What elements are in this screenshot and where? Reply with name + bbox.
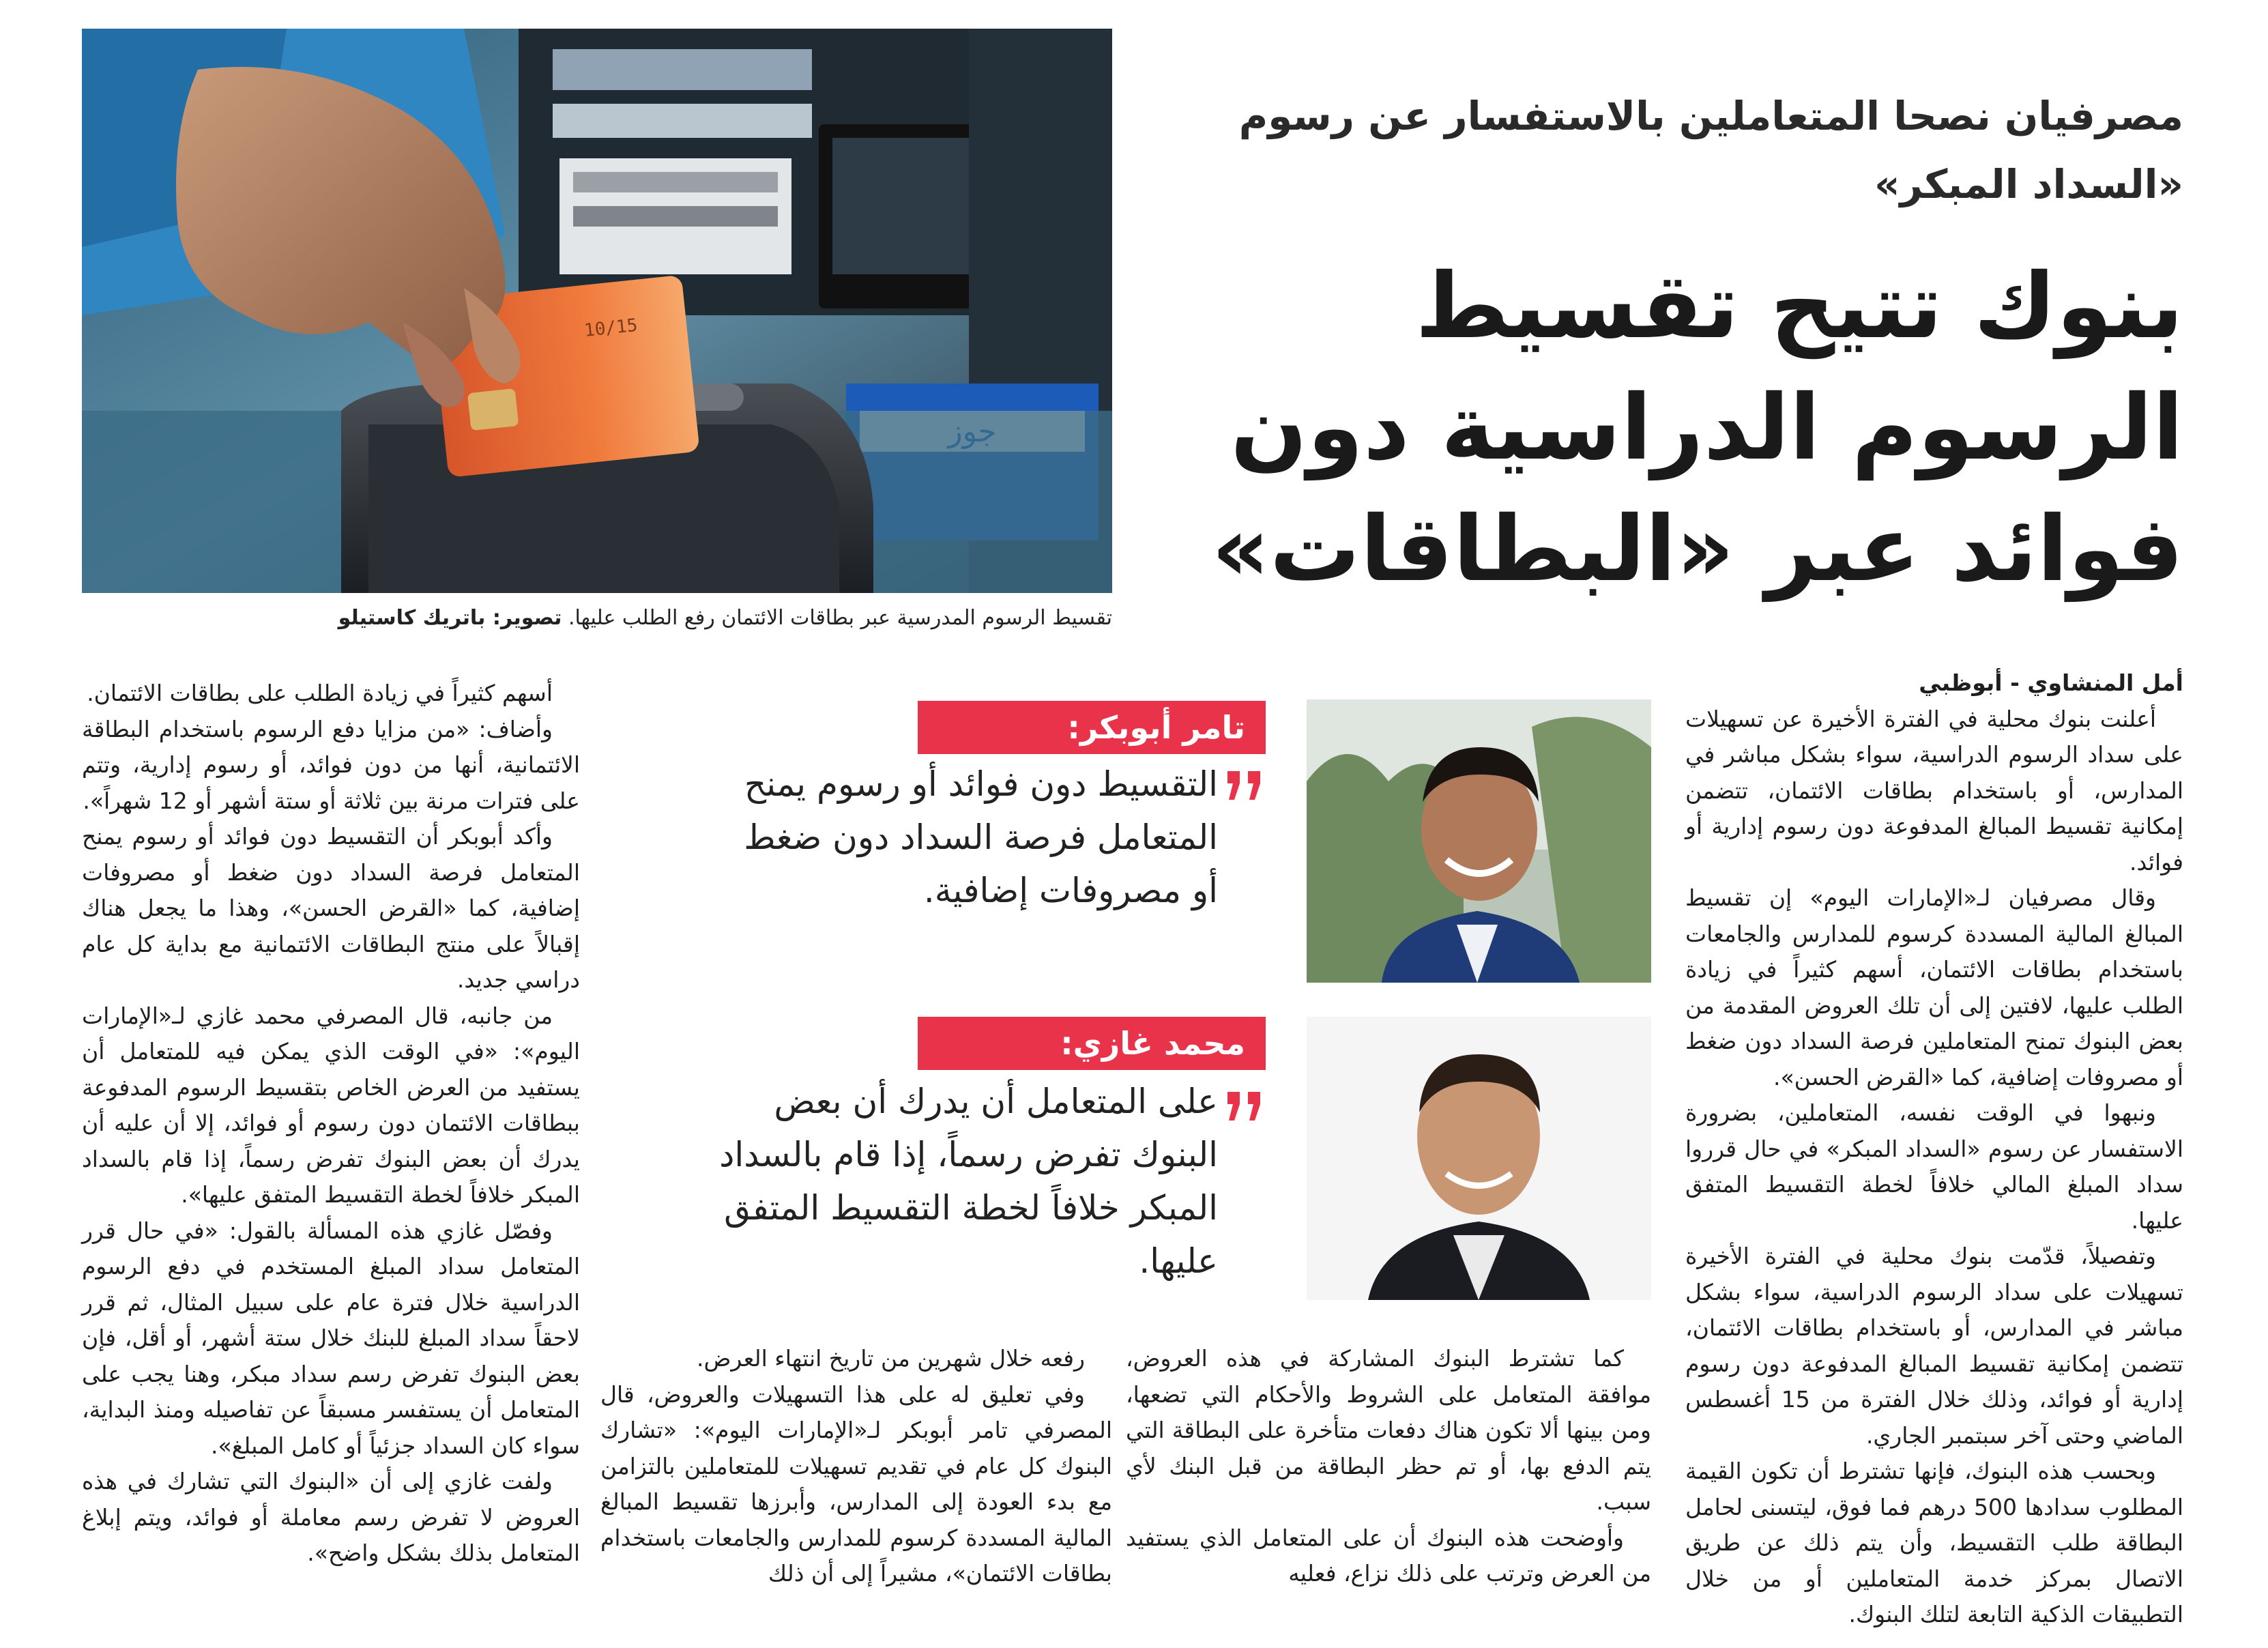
article-kicker: مصرفيان نصحا المتعاملين بالاستفسار عن رسوم «السداد المبكر» <box>1238 93 2183 207</box>
paragraph: وفصّل غازي هذه المسألة بالقول: «في حال قرر المتعامل سداد المبلغ المستخدم في دفع الرسوم الدراسية خلال فترة عام على سبيل المثال، ثم قرر لاحقاً سداد المبلغ للبنك خلال ستة أشهر، أو أقل، فإن بعض البنوك تفرض رسم سداد مبكر، وهنا يجب على المتعامل أن يستفسر مسبقاً عن تفاصيله ومنذ البداية، سواء كان السداد جزئياً أو كامل المبلغ». <box>82 1217 580 1459</box>
quote-speaker-ghazi: محمد غازي: <box>918 1017 1266 1070</box>
body-column-right <box>1685 665 2183 1633</box>
paragraph: أسهم كثيراً في زيادة الطلب على بطاقات الائتمان. <box>87 680 553 706</box>
paragraph: ونبهوا في الوقت نفسه، المتعاملين، بضرورة الاستفسار عن رسوم «السداد المبكر» في حال قرروا سداد المبلغ المالي خلافاً لخطة التقسيط المتفق عليها. <box>1685 1099 2183 1234</box>
photo-credit: تصوير: باتريك كاستيلو <box>338 606 562 630</box>
paragraph: من جانبه، قال المصرفي محمد غازي لـ«الإمارات اليوم»: «في الوقت الذي يمكن فيه للمتعامل أن يستفيد من العرض الخاص بتقسيط الرسوم المدفوعة ببطاقات الائتمان دون رسوم أو فوائد، إلا أن عليه أن يدرك أن بعض البنوك تفرض رسماً، إذا قام بالسداد المبكر خلافاً لخطة التقسيط المتفق عليها». <box>82 1002 580 1208</box>
paragraph: وتفصيلاً، قدّمت بنوك محلية في الفترة الأخيرة تسهيلات على سداد الرسوم الدراسية، سواء بشكل مباشر في المدارس، أو باستخدام بطاقات الائتمان، تتضمن إمكانية تقسيط المبالغ المدفوعة دون رسوم إدارية أو فوائد، وذلك خلال الفترة من 15 أغسطس الماضي وحتى آخر سبتمبر الجاري. <box>1685 1243 2183 1449</box>
body-column-mid-left <box>600 1341 1112 1592</box>
body-column-mid-right <box>1126 1341 1651 1592</box>
quote-text-tamer: التقسيط دون فوائد أو رسوم يمنح المتعامل فرصة السداد دون ضغط أو مصروفات إضافية. <box>744 764 1218 910</box>
quote-text-ghazi: على المتعامل أن يدرك أن بعض البنوك تفرض رسماً، إذا قام بالسداد المبكر خلافاً لخطة التقسيط المتفق عليها. <box>719 1082 1218 1281</box>
paragraph: أعلنت بنوك محلية في الفترة الأخيرة عن تسهيلات على سداد الرسوم الدراسية، سواء بشكل مباشر في المدارس، أو باستخدام بطاقات الائتمان، تتضمن إمكانية تقسيط المبالغ المدفوعة دون رسوم إدارية أو فوائد. <box>1685 705 2183 876</box>
paragraph: وأكد أبوبكر أن التقسيط دون فوائد أو رسوم يمنح المتعامل فرصة السداد دون ضغط أو مصروفات إضافية، كما «القرض الحسن»، وهذا ما يجعل هناك إقبالاً على منتج البطاقات الائتمانية مع بداية كل عام دراسي جديد. <box>82 823 580 993</box>
card-text: 10/15 <box>583 315 639 341</box>
quote-mark-icon <box>1225 766 1266 807</box>
article-headline: بنوك تتيح تقسيط الرسوم الدراسية دون فوائد عبر «البطاقات» <box>1211 254 2183 602</box>
paragraph: وأضاف: «من مزايا دفع الرسوم باستخدام البطاقة الائتمانية، أنها من دون فوائد، أو رسوم إدارية، وتتم على فترات مرنة بين ثلاثة أو ستة أشهر أو 12 شهراً». <box>82 715 580 814</box>
byline-name: أمل المنشاوي <box>2027 669 2183 696</box>
portrait-tamer-abubakr <box>1307 699 1651 983</box>
paragraph: رفعه خلال شهرين من تاريخ انتهاء العرض. <box>697 1345 1085 1372</box>
byline <box>1685 665 2183 702</box>
paragraph: وقال مصرفيان لـ«الإمارات اليوم» إن تقسيط المبالغ المالية المسددة كرسوم للمدارس والجامعات باستخدام بطاقات الائتمان، أسهم كثيراً في زيادة الطلب عليها، لافتين إلى أن تلك العروض المقدمة من بعض البنوك تمنح المتعاملين فرصة السداد دون ضغط أو مصروفات إضافية، كما «القرض الحسن». <box>1685 884 2183 1090</box>
byline-place: - أبوظبي <box>1919 669 2028 696</box>
caption-text: تقسيط الرسوم المدرسية عبر بطاقات الائتمان رفع الطلب عليها. <box>562 606 1112 630</box>
body-column-left <box>82 676 580 1572</box>
paragraph: وبحسب هذه البنوك، فإنها تشترط أن تكون القيمة المطلوب سدادها 500 درهم فما فوق، ليتسنى لحامل البطاقة طلب التقسيط، وأن يتم ذلك عن طريق الاتصال بمركز خدمة المتعاملين أو من خلال التطبيقات الذكية التابعة لتلك البنوك. <box>1685 1458 2183 1628</box>
paragraph: وأوضحت هذه البنوك أن على المتعامل الذي يستفيد من العرض وترتب على ذلك نزاع، فعليه <box>1126 1524 1651 1587</box>
quote-mark-icon <box>1225 1086 1266 1127</box>
quote-speaker-tamer: تامر أبوبكر: <box>918 701 1266 754</box>
portrait-mohammed-ghazi <box>1307 1017 1651 1300</box>
photo-caption <box>82 603 1112 633</box>
paragraph: كما تشترط البنوك المشاركة في هذه العروض، موافقة المتعامل على الشروط والأحكام التي تضعها، ومن بينها ألا تكون هناك دفعات متأخرة على البطاقة التي يتم الدفع بها، أو تم حظر البطاقة من قبل البنك لأي سبب. <box>1126 1345 1651 1515</box>
paragraph: وفي تعليق له على هذا التسهيلات والعروض، قال المصرفي تامر أبوبكر لـ«الإمارات اليوم»: «تشارك البنوك كل عام في تقديم تسهيلات للمتعاملين بالتزامن مع بدء العودة إلى المدارس، وأبرزها تقسيط المبالغ المالية المسددة كرسوم للمدارس والجامعات باستخدام بطاقات الائتمان»، مشيراً إلى أن ذلك <box>600 1380 1112 1587</box>
article-photo <box>82 29 1112 593</box>
paragraph: ولفت غازي إلى أن «البنوك التي تشارك في هذه العروض لا تفرض رسم معاملة أو فوائد، ويتم إبلاغ المتعامل بذلك بشكل واضح». <box>82 1468 580 1566</box>
